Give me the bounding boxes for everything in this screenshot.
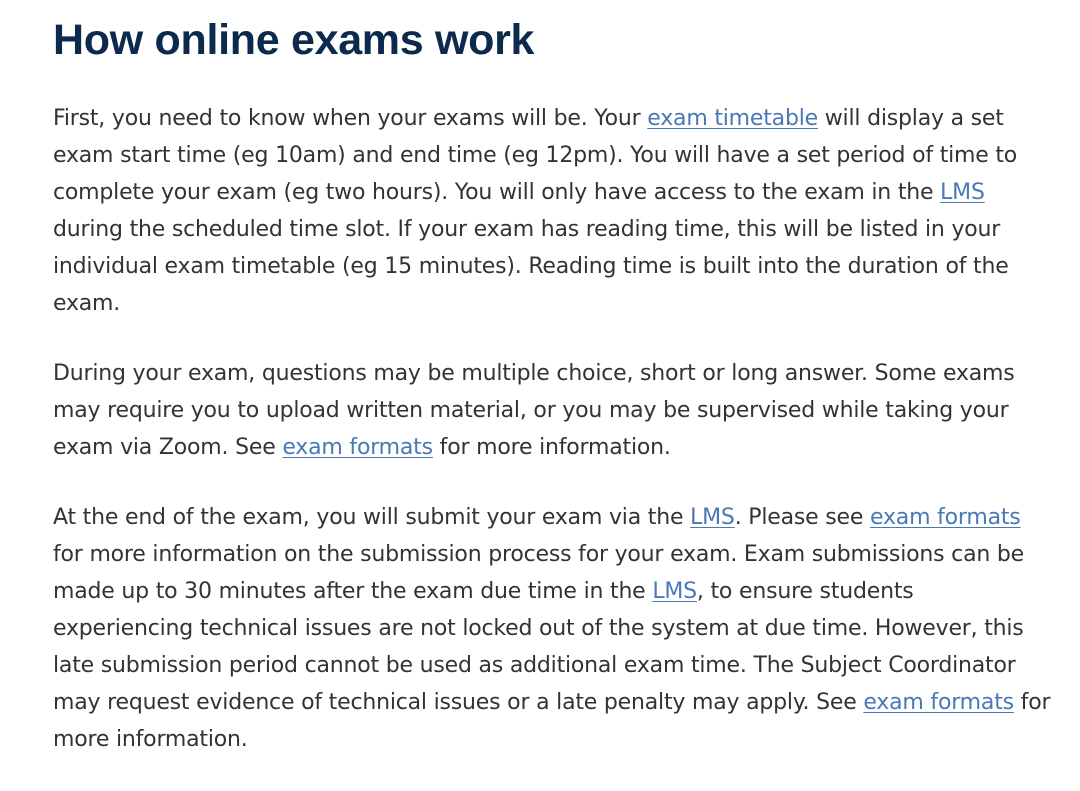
exam-timetable-link[interactable]: exam timetable: [647, 106, 818, 131]
exam-formats-link[interactable]: exam formats: [863, 690, 1014, 715]
paragraph-text: During your exam, questions may be multiple choice, short or long answer. Some exams may require you to upload written material, or you may be supervised while taking your exam via Zoom. See: [53, 361, 1015, 460]
exam-formats-link[interactable]: exam formats: [870, 505, 1021, 530]
page-title: How online exams work: [53, 16, 535, 64]
paragraph-submission: [53, 499, 1053, 758]
paragraph-text: At the end of the exam, you will submit your exam via the: [53, 505, 691, 530]
article-content: [53, 10, 1053, 791]
paragraph-text: First, you need to know when your exams will be. Your: [53, 106, 648, 131]
lms-link[interactable]: LMS: [690, 505, 735, 530]
paragraph-text: , to ensure students experiencing technical issues are not locked out of the system at due time. However, this late submission period cannot be used as additional exam time. The Subject Coordinator may request evidence of technical issues or a late penalty may apply. See: [53, 579, 1024, 715]
paragraph-text: during the scheduled time slot. If your exam has reading time, this will be listed in your individual exam timetable (eg 15 minutes). Reading time is built into the duration of the exam.: [53, 217, 1009, 316]
paragraph-question-types: [53, 355, 1053, 466]
exam-formats-link[interactable]: exam formats: [282, 435, 433, 460]
paragraph-text: . Please see: [734, 505, 871, 530]
paragraph-text: for more information.: [432, 435, 671, 460]
paragraph-text: will display a set exam start time (eg 10am) and end time (eg 12pm). You will have a set period of time to complete your exam (eg two hours). You will only have access to the exam in the: [53, 106, 1018, 205]
paragraph-text: for more information on the submission process for your exam. Exam submissions can be made up to 30 minutes after the exam due time in the: [53, 542, 1024, 604]
paragraph-exam-timing: [53, 100, 1053, 322]
lms-link[interactable]: LMS: [940, 180, 985, 205]
lms-link[interactable]: LMS: [652, 579, 697, 604]
paragraph-text: for more information.: [53, 690, 1051, 752]
